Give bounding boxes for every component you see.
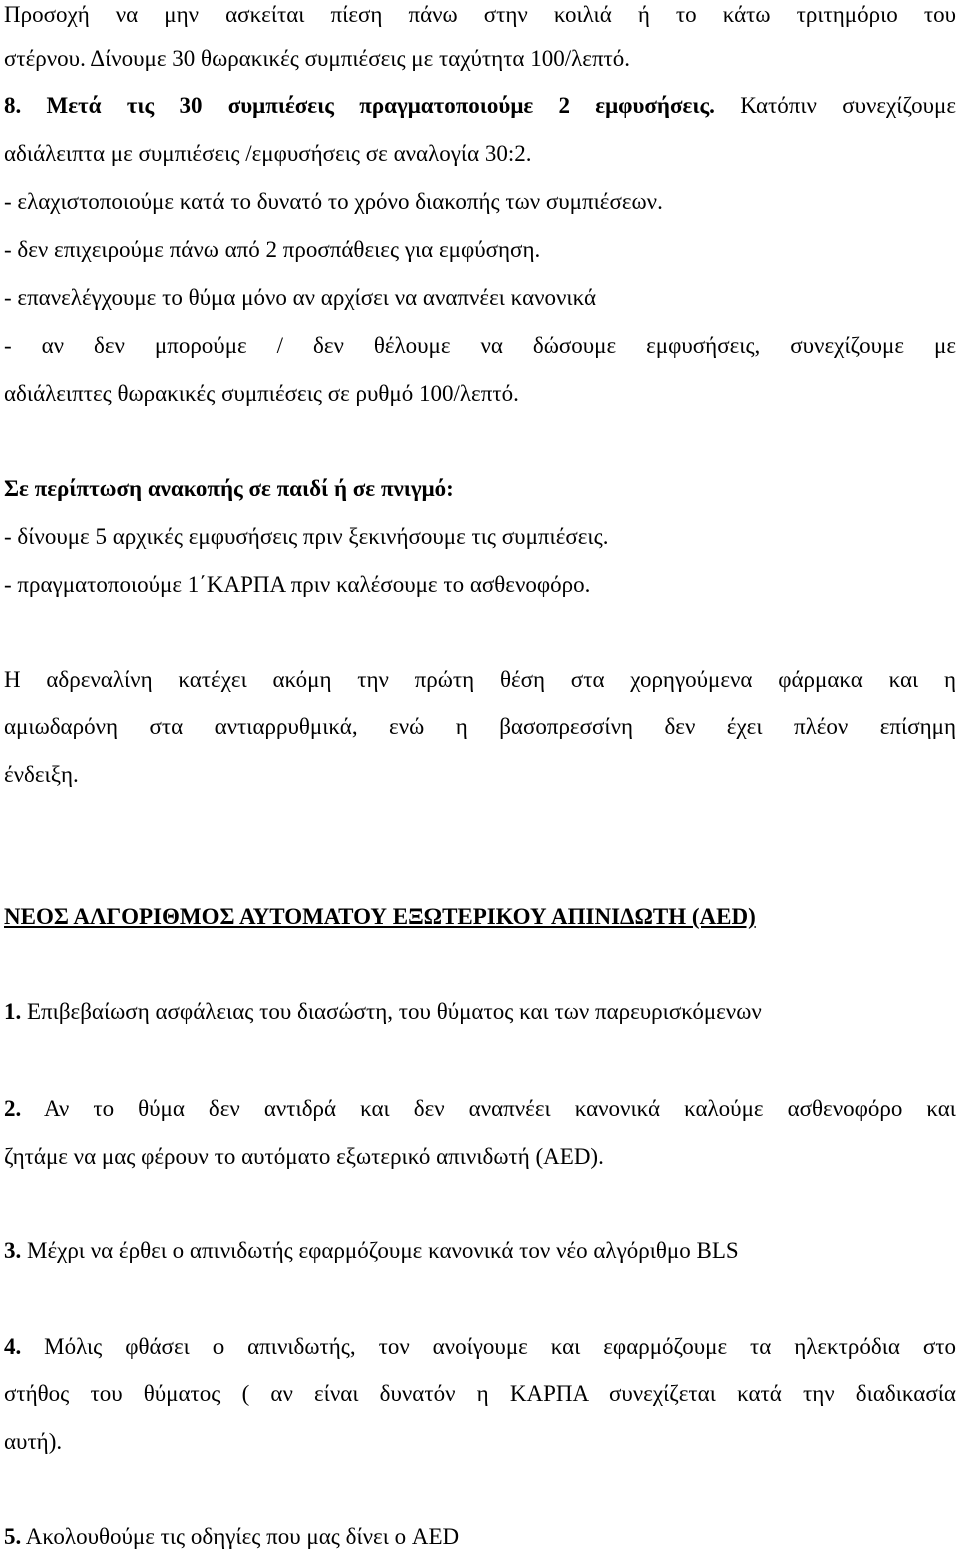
aed-step-text: Επιβεβαίωση ασφάλειας του διασώστη, του θύματος και των παρευρισκόμενων xyxy=(27,999,762,1024)
step8-line1 xyxy=(4,91,956,121)
step8-bullet1: - ελαχιστοποιούμε κατά το δυνατό το χρόνο διακοπής των συμπιέσεων. xyxy=(4,189,663,214)
aed-step-4-line2: στήθος του θύματος ( αν είναι δυνατόν η ΚΑΡΠΑ συνεχίζεται κατά την διαδικασία xyxy=(4,1381,956,1406)
aed-step-number: 3. xyxy=(4,1238,22,1263)
step8-bold: 8. Μετά τις 30 συμπιέσεις πραγματοποιούμε 2 εμφυσήσεις. xyxy=(4,93,715,118)
step8-bullet2: - δεν επιχειρούμε πάνω από 2 προσπάθειες για εμφύσηση. xyxy=(4,237,541,262)
aed-step-1 xyxy=(4,997,956,1027)
aed-step-text: Ακολουθούμε τις οδηγίες που μας δίνει ο AED xyxy=(25,1524,460,1549)
aed-step-text: Μόλις φθάσει ο απινιδωτής, τον ανοίγουμε και εφαρμόζουμε τα ηλεκτρόδια στο xyxy=(44,1334,956,1359)
aed-step-5 xyxy=(4,1522,956,1552)
aed-step-text: Αν το θύμα δεν αντιδρά και δεν αναπνέει κανονικά καλούμε ασθενοφόρο και xyxy=(44,1096,956,1121)
aed-step-3 xyxy=(4,1236,956,1266)
drugs-line1: Η αδρεναλίνη κατέχει ακόμη την πρώτη θέση στα χορηγούμενα φάρμακα και η xyxy=(4,667,956,692)
aed-title: ΝΕΟΣ ΑΛΓΟΡΙΘΜΟΣ ΑΥΤΟΜΑΤΟΥ ΕΞΩΤΕΡΙΚΟΥ ΑΠΙΝΙΔΩΤΗ (AED) xyxy=(4,904,756,929)
aed-step-number: 4. xyxy=(4,1334,22,1359)
step8-bullet4-line2: αδιάλειπτες θωρακικές συμπιέσεις σε ρυθμό 100/λεπτό. xyxy=(4,381,519,406)
aed-step-2-line2: ζητάμε να μας φέρουν το αυτόματο εξωτερικό απινιδωτή (AED). xyxy=(4,1144,604,1169)
para1-line1: Προσοχή να μην ασκείται πίεση πάνω στην κοιλιά ή το κάτω τριτημόριο του xyxy=(4,2,956,27)
step8-line2: αδιάλειπτα με συμπιέσεις /εμφυσήσεις σε αναλογία 30:2. xyxy=(4,141,532,166)
aed-step-number: 5. xyxy=(4,1524,22,1549)
aed-step-text: Μέχρι να έρθει ο απινιδωτής εφαρμόζουμε κανονικά τον νέο αλγόριθμο BLS xyxy=(27,1238,739,1263)
para1-line2: στέρνου. Δίνουμε 30 θωρακικές συμπιέσεις με ταχύτητα 100/λεπτό. xyxy=(4,46,631,71)
step8-rest: Κατόπιν συνεχίζουμε xyxy=(714,93,956,118)
aed-step-number: 2. xyxy=(4,1096,22,1121)
aed-step-number: 1. xyxy=(4,999,22,1024)
drugs-line3: ένδειξη. xyxy=(4,762,79,787)
child-heading: Σε περίπτωση ανακοπής σε παιδί ή σε πνιγμό: xyxy=(4,476,454,501)
aed-step-4-line1 xyxy=(4,1332,956,1362)
child-item2: - πραγματοποιούμε 1΄ΚΑΡΠΑ πριν καλέσουμε το ασθενοφόρο. xyxy=(4,572,591,597)
child-item1: - δίνουμε 5 αρχικές εμφυσήσεις πριν ξεκινήσουμε τις συμπιέσεις. xyxy=(4,524,609,549)
aed-step-2-line1 xyxy=(4,1094,956,1124)
step8-bullet4-line1: - αν δεν μπορούμε / δεν θέλουμε να δώσουμε εμφυσήσεις, συνεχίζουμε με xyxy=(4,333,956,358)
drugs-line2: αμιωδαρόνη στα αντιαρρυθμικά, ενώ η βασοπρεσσίνη δεν έχει πλέον επίσημη xyxy=(4,714,956,739)
step8-bullet3: - επανελέγχουμε το θύμα μόνο αν αρχίσει να αναπνέει κανονικά xyxy=(4,285,597,310)
aed-step-4-line3: αυτή). xyxy=(4,1429,63,1454)
